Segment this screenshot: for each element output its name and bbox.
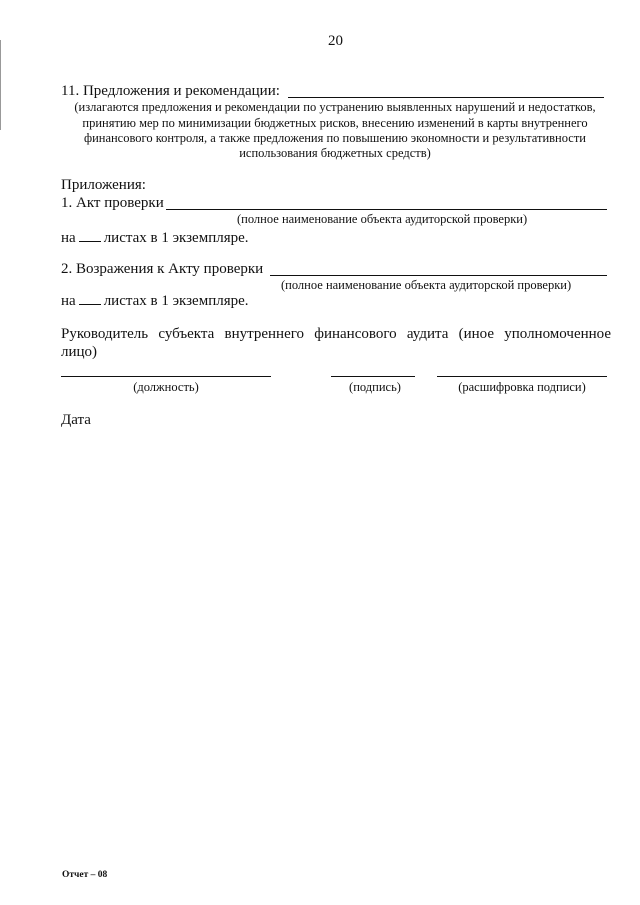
attachments-heading: Приложения:: [61, 177, 146, 193]
signature-fill-line[interactable]: [331, 376, 415, 377]
attachment-1-sheets-prefix: на: [61, 230, 76, 246]
attachment-2-sheets-suffix: листах в 1 экземпляре.: [103, 293, 249, 309]
attachment-2-caption: (полное наименование объекта аудиторской проверки): [281, 278, 572, 292]
date-label: Дата: [61, 412, 91, 428]
position-caption: (должность): [133, 380, 199, 394]
scan-edge-mark: [0, 40, 1, 130]
attachment-1-sheets-blank[interactable]: [79, 229, 101, 242]
section-11-note-line-4: использования бюджетных средств): [239, 146, 431, 160]
attachment-1-caption: (полное наименование объекта аудиторской проверки): [237, 212, 528, 226]
signature-decode-fill-line[interactable]: [437, 376, 607, 377]
attachment-1-sheets-suffix: листах в 1 экземпляре.: [103, 230, 249, 246]
section-11-fill-line[interactable]: [288, 97, 604, 98]
page-number: 20: [328, 33, 343, 49]
section-11-note-line-2: принятию мер по минимизации бюджетных рисков, внесению изменений в карты внутреннего: [82, 116, 588, 130]
attachment-1-sheets: [61, 229, 249, 247]
section-11-heading: 11. Предложения и рекомендации:: [61, 83, 280, 99]
signatory-line-1: Руководитель субъекта внутреннего финансового аудита (иное уполномоченное: [61, 326, 611, 342]
section-11-note-line-3: финансового контроля, а также предложения по повышению экономности и результативности: [83, 131, 587, 145]
signature-decode-caption: (расшифровка подписи): [458, 380, 586, 394]
attachment-2-sheets-blank[interactable]: [79, 292, 101, 305]
attachment-1-label: 1. Акт проверки: [61, 195, 164, 211]
signature-caption: (подпись): [349, 380, 401, 394]
attachment-2-sheets-prefix: на: [61, 293, 76, 309]
section-11-note-line-1: (излагаются предложения и рекомендации по устранению выявленных нарушений и недостатков,: [74, 100, 596, 114]
attachment-2-label: 2. Возражения к Акту проверки: [61, 261, 264, 277]
footer-code: Отчет – 08: [62, 870, 108, 880]
attachment-2-fill-line[interactable]: [270, 275, 607, 276]
attachment-2-sheets: [61, 292, 249, 310]
position-fill-line[interactable]: [61, 376, 271, 377]
signatory-line-2: лицо): [61, 344, 98, 360]
attachment-1-fill-line[interactable]: [166, 209, 607, 210]
